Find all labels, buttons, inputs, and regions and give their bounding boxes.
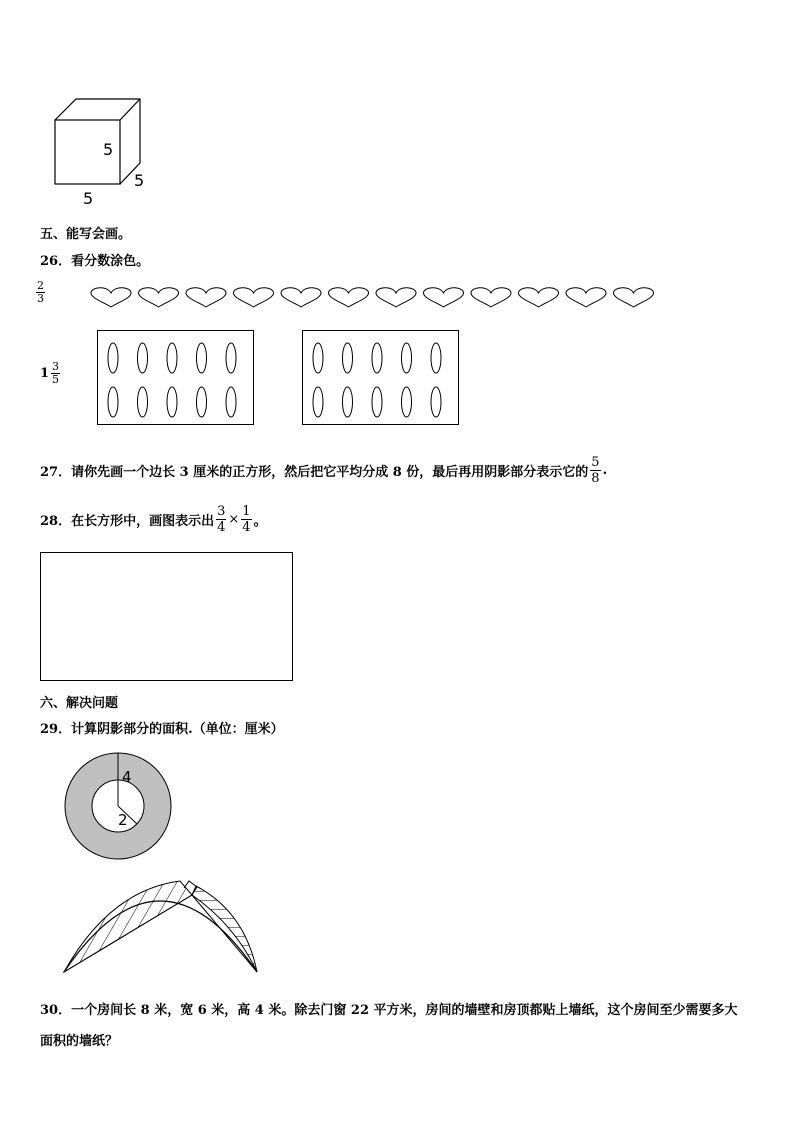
section5-title: 五、能写会画。 xyxy=(40,227,132,242)
cube-bottom-label: 5 xyxy=(83,189,94,208)
q28-text: 28．在长方形中，画图表示出 xyxy=(40,514,215,529)
frac-num: 3 xyxy=(52,360,60,373)
q28-end: 。 xyxy=(253,514,267,529)
q29-title: 29．计算阴影部分的面积.（单位：厘米） xyxy=(40,722,284,737)
q30-line1: 30．一个房间长 8 米，宽 6 米，高 4 米。除去门窗 22 平方米，房间的墙壁和房顶都贴上墙纸，这个房间至少需要多大 xyxy=(40,1003,738,1018)
q27-text: 27．请你先画一个边长 3 厘米的正方形，然后把它平均分成 8 份，最后再用阴影部分表示它的 xyxy=(40,465,589,480)
frac-den: 3 xyxy=(37,292,44,305)
q28-times: × xyxy=(228,512,240,527)
cube-side-label: 5 xyxy=(134,171,145,190)
frac-num: 1 xyxy=(242,504,251,519)
frac-num: 3 xyxy=(217,504,226,519)
q27-end: . xyxy=(602,463,608,478)
section6-title: 六、解决问题 xyxy=(40,696,119,711)
frac-den: 4 xyxy=(242,520,251,535)
mixed-whole: 1 xyxy=(40,366,50,381)
q26-title: 26．看分数涂色。 xyxy=(40,254,150,269)
q30-line2: 面积的墙纸？ xyxy=(40,1034,119,1049)
annulus-inner-label: 2 xyxy=(118,811,128,829)
frac-den: 8 xyxy=(591,471,600,486)
frac-num: 5 xyxy=(591,455,600,470)
cube-front-label: 5 xyxy=(103,140,114,159)
frac-den: 5 xyxy=(52,373,60,386)
frac-den: 4 xyxy=(217,520,226,535)
frac-num: 2 xyxy=(37,279,44,292)
annulus-outer-label: 4 xyxy=(122,768,132,786)
